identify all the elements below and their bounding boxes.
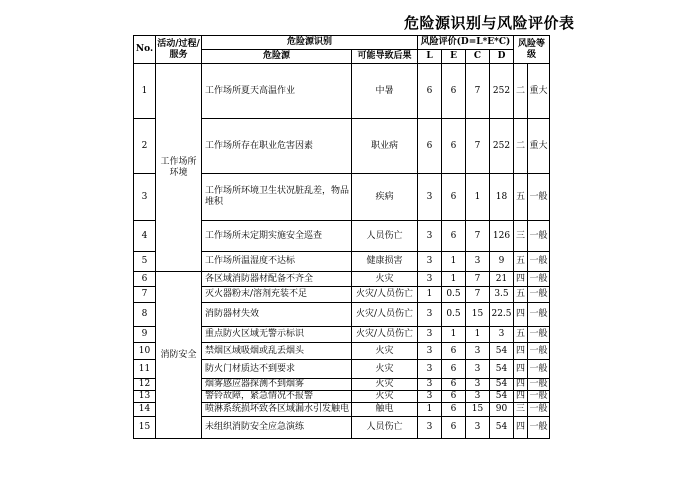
risk-table [133, 35, 550, 439]
row-number: 4 [134, 221, 156, 252]
d-value: 3 [490, 327, 514, 343]
consequence-cell: 火灾 [352, 343, 418, 360]
l-value: 3 [418, 379, 442, 391]
table-body [134, 64, 550, 439]
l-value: 3 [418, 343, 442, 360]
level-text: 一般 [528, 327, 550, 343]
row-number: 1 [134, 64, 156, 119]
level-text: 一般 [528, 252, 550, 272]
c-value: 7 [466, 287, 490, 303]
hazard-cell: 工作场所未定期实施安全巡查 [202, 221, 352, 252]
consequence-cell: 中暑 [352, 64, 418, 119]
level-text: 一般 [529, 391, 548, 401]
c-value: 7 [466, 64, 490, 119]
level-text: 重大 [528, 119, 550, 174]
e-value: 6 [442, 417, 466, 439]
hazard-cell: 工作场所夏天高温作业 [202, 64, 352, 119]
level-text: 一般 [529, 379, 548, 389]
table-row [134, 272, 550, 287]
e-value: 6 [442, 119, 466, 174]
level-text: 一般 [528, 272, 550, 287]
consequence-cell: 疾病 [352, 174, 418, 221]
level-text: 一般 [528, 417, 550, 439]
hazard-cell: 警铃故障，紧急情况不报警 [202, 391, 352, 403]
consequence-cell: 人员伤亡 [352, 417, 418, 439]
level-text: 一般 [528, 343, 550, 360]
level-number: 五 [514, 252, 528, 272]
d-value: 54 [490, 417, 514, 439]
level-text: 一般 [528, 360, 550, 379]
row-number: 11 [134, 360, 156, 379]
level-number: 五 [514, 287, 528, 303]
c-value: 7 [466, 221, 490, 252]
c-value: 3 [466, 391, 490, 403]
row-number: 2 [134, 119, 156, 174]
level-number: 二 [514, 64, 528, 119]
hazard-cell: 各区域消防器材配备不齐全 [202, 272, 352, 287]
hazard-cell: 防火门材质达不到要求 [202, 360, 352, 379]
l-value: 3 [418, 360, 442, 379]
hazard-cell: 烟雾感应器探测不到烟雾 [202, 379, 352, 391]
level-number: 五 [514, 174, 528, 221]
c-value: 7 [466, 119, 490, 174]
e-value: 6 [442, 64, 466, 119]
row-number: 9 [134, 327, 156, 343]
d-value: 126 [490, 221, 514, 252]
level-number: 四 [514, 272, 528, 287]
e-value: 6 [442, 379, 466, 391]
row-number: 12 [134, 379, 156, 391]
d-value: 9 [490, 252, 514, 272]
level-number: 四 [514, 343, 528, 360]
e-value: 6 [442, 403, 466, 417]
header-C: C [466, 50, 490, 64]
page-title: 危险源识别与风险评价表 [404, 14, 575, 32]
d-value: 252 [490, 119, 514, 174]
consequence-cell: 火灾/人员伤亡 [352, 327, 418, 343]
l-value: 3 [418, 417, 442, 439]
hazard-cell: 工作场所存在职业危害因素 [202, 119, 352, 174]
level-number: 四 [514, 417, 528, 439]
hazard-cell: 工作场所环境卫生状况脏乱差，物品堆积 [202, 174, 352, 221]
e-value: 6 [442, 343, 466, 360]
level-number: 四 [514, 379, 528, 391]
row-number: 15 [134, 417, 156, 439]
row-number: 5 [134, 252, 156, 272]
l-value: 1 [418, 287, 442, 303]
level-number: 五 [514, 327, 528, 343]
level-text: 重大 [528, 64, 550, 119]
hazard-cell: 禁烟区域吸烟或乱丢烟头 [202, 343, 352, 360]
consequence-cell: 健康损害 [352, 252, 418, 272]
l-value: 3 [418, 303, 442, 327]
consequence-cell: 触电 [352, 403, 418, 417]
l-value: 3 [418, 174, 442, 221]
d-value: 54 [490, 360, 514, 379]
header-evaluation: 风险评价(D=L*E*C) [418, 36, 514, 50]
e-value: 1 [442, 272, 466, 287]
level-number: 二 [514, 119, 528, 174]
e-value: 0.5 [442, 287, 466, 303]
consequence-cell: 火灾 [352, 272, 418, 287]
d-value: 54 [490, 343, 514, 360]
c-value: 1 [466, 174, 490, 221]
level-text: 一般 [528, 174, 550, 221]
row-number: 6 [134, 272, 156, 287]
c-value: 3 [466, 417, 490, 439]
c-value: 7 [466, 272, 490, 287]
consequence-cell: 火灾 [352, 379, 418, 391]
level-number: 四 [514, 391, 528, 403]
e-value: 6 [442, 221, 466, 252]
level-number: 四 [514, 360, 528, 379]
row-number: 8 [134, 303, 156, 327]
hazard-cell: 喷淋系统损坏致各区域漏水引发触电 [202, 403, 352, 417]
d-value: 54 [490, 391, 514, 403]
level-number: 三 [514, 403, 528, 417]
l-value: 3 [418, 272, 442, 287]
consequence-cell: 人员伤亡 [352, 221, 418, 252]
e-value: 6 [442, 174, 466, 221]
l-value: 1 [418, 403, 442, 417]
row-number: 7 [134, 287, 156, 303]
consequence-cell: 火灾/人员伤亡 [352, 287, 418, 303]
level-number: 四 [514, 303, 528, 327]
c-value: 1 [466, 327, 490, 343]
e-value: 6 [442, 360, 466, 379]
row-number: 13 [134, 391, 156, 403]
l-value: 3 [418, 252, 442, 272]
d-value: 252 [490, 64, 514, 119]
header-hazard-id: 危险源识别 [202, 36, 418, 50]
c-value: 3 [466, 379, 490, 391]
hazard-cell: 消防器材失效 [202, 303, 352, 327]
l-value: 3 [418, 327, 442, 343]
header-level: 风险等级 [514, 36, 550, 64]
level-text: 一般 [528, 303, 550, 327]
consequence-cell: 火灾/人员伤亡 [352, 303, 418, 327]
consequence-cell: 火灾 [352, 360, 418, 379]
consequence-cell: 火灾 [352, 391, 418, 403]
c-value: 3 [466, 360, 490, 379]
row-number: 3 [134, 174, 156, 221]
c-value: 15 [466, 403, 490, 417]
hazard-cell: 灭火器粉末/溶剂充装不足 [202, 287, 352, 303]
hazard-cell: 重点防火区域无警示标识 [202, 327, 352, 343]
hazard-cell: 未组织消防安全应急演练 [202, 417, 352, 439]
e-value: 1 [442, 252, 466, 272]
e-value: 1 [442, 327, 466, 343]
table-row [134, 64, 550, 119]
header-no: No. [134, 36, 156, 64]
level-text: 一般 [528, 287, 550, 303]
l-value: 3 [418, 221, 442, 252]
c-value: 3 [466, 252, 490, 272]
c-value: 15 [466, 303, 490, 327]
header-D: D [490, 50, 514, 64]
d-value: 90 [490, 403, 514, 417]
row-number: 14 [134, 403, 156, 417]
d-value: 21 [490, 272, 514, 287]
header-activity: 活动/过程/服务 [156, 36, 202, 64]
e-value: 6 [442, 391, 466, 403]
l-value: 6 [418, 64, 442, 119]
d-value: 22.5 [490, 303, 514, 327]
activity-group: 工作场所环境 [156, 64, 202, 272]
c-value: 3 [466, 343, 490, 360]
level-number: 三 [514, 221, 528, 252]
l-value: 6 [418, 119, 442, 174]
level-text: 一般 [528, 221, 550, 252]
consequence-cell: 职业病 [352, 119, 418, 174]
header-L: L [418, 50, 442, 64]
l-value: 3 [418, 391, 442, 403]
header-hazard: 危险源 [202, 50, 352, 64]
header-consequence: 可能导致后果 [352, 50, 418, 64]
header-E: E [442, 50, 466, 64]
row-number: 10 [134, 343, 156, 360]
level-text: 一般 [528, 403, 550, 417]
d-value: 18 [490, 174, 514, 221]
e-value: 0.5 [442, 303, 466, 327]
d-value: 3.5 [490, 287, 514, 303]
activity-group: 消防安全 [156, 272, 202, 439]
hazard-cell: 工作场所温湿度不达标 [202, 252, 352, 272]
d-value: 54 [490, 379, 514, 391]
